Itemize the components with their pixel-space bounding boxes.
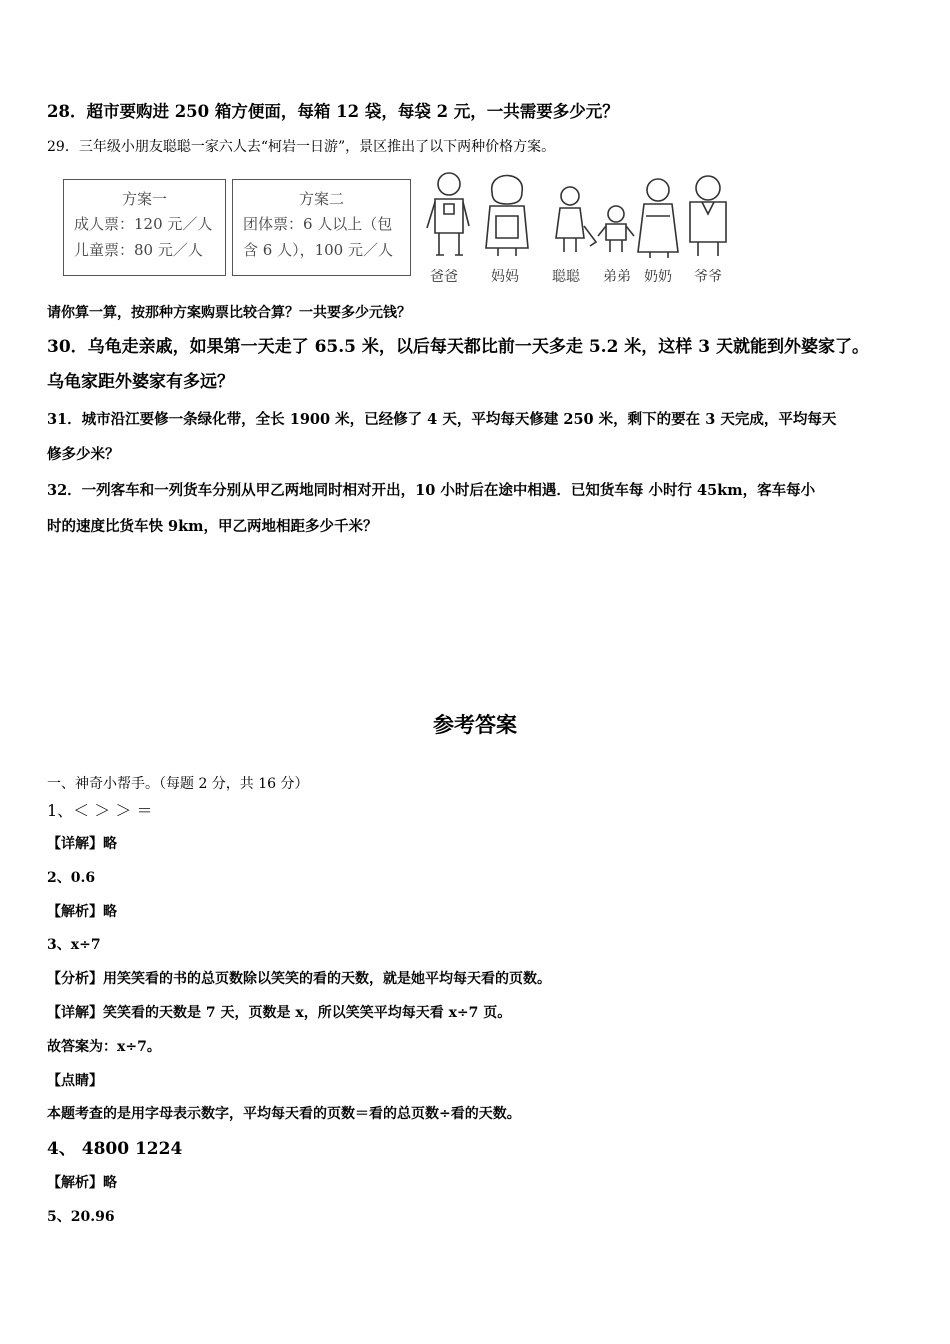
family-figures-image — [422, 166, 742, 266]
answers-section-heading: 一、神奇小帮手。（每题 2 分，共 16 分） — [47, 776, 309, 792]
plan-line: 含 6 人），100 元／人 — [243, 241, 393, 259]
question-30-cont: 乌龟家距外婆家有多远？ — [47, 372, 234, 392]
answer-3-tip-label: 【点睛】 — [47, 1073, 103, 1089]
family-label-brother: 弟弟 — [603, 269, 631, 285]
answer-3-tip: 本题考查的是用字母表示数字，平均每天看的页数＝看的总页数÷看的天数。 — [47, 1106, 521, 1122]
question-29-ask: 请你算一算，按那种方案购票比较合算？一共要多少元钱？ — [47, 305, 411, 321]
question-31: 31．城市沿江要修一条绿化带，全长 1900 米，已经修了 4 天，平均每天修建 250 米，剩下的要在 3 天完成，平均每天 — [47, 411, 837, 428]
plan-line: 儿童票：80 元／人 — [74, 241, 203, 259]
mom-figure — [486, 176, 528, 257]
family-illustration — [422, 166, 742, 286]
answer-4-note: 【解析】略 — [47, 1175, 117, 1191]
congcong-figure — [556, 187, 596, 252]
answer-3-analysis: 【分析】用笑笑看的书的总页数除以笑笑的看的天数，就是她平均每天看的页数。 — [47, 971, 551, 987]
family-label-congcong: 聪聪 — [552, 269, 580, 285]
family-label-grandpa: 爷爷 — [694, 269, 722, 285]
answer-2-note: 【解析】略 — [47, 904, 117, 920]
family-label-grandma: 奶奶 — [644, 269, 672, 285]
question-31-cont: 修多少米？ — [47, 446, 120, 463]
answer-2: 2、0.6 — [47, 870, 96, 886]
answer-3-detail: 【详解】笑笑看的天数是 7 天，页数是 x，所以笑笑平均每天看 x÷7 页。 — [47, 1005, 512, 1021]
plan-title: 方案二 — [298, 190, 344, 208]
answer-1-note: 【详解】略 — [47, 836, 117, 852]
answer-4: 4、 4800 1224 — [47, 1139, 183, 1159]
question-32-cont: 时的速度比货车快 9km，甲乙两地相距多少千米？ — [47, 518, 378, 535]
plan-line: 成人票：120 元／人 — [74, 215, 213, 233]
brother-figure — [598, 206, 634, 252]
answer-5: 5、20.96 — [47, 1209, 115, 1225]
answer-1: 1、＜ ＞ ＞ ＝ — [47, 801, 153, 820]
family-label-dad: 爸爸 — [430, 269, 458, 285]
plan-title: 方案一 — [121, 190, 167, 208]
plan-box-one — [63, 179, 226, 276]
plan-line: 团体票：6 人以上（包 — [243, 215, 393, 233]
answer-3-conclusion: 故答案为：x÷7。 — [47, 1039, 161, 1055]
answer-3: 3、x÷7 — [47, 937, 101, 953]
answers-title: 参考答案 — [433, 713, 517, 737]
grandpa-figure — [690, 176, 726, 256]
question-32: 32．一列客车和一列货车分别从甲乙两地同时相对开出，10 小时后在途中相遇．已知货车每 小时行 45km，客车每小 — [47, 482, 816, 499]
question-30: 30．乌龟走亲戚，如果第一天走了 65.5 米，以后每天都比前一天多走 5.2 米，这样 3 天就能到外婆家了。 — [47, 337, 869, 357]
dad-figure — [427, 173, 469, 255]
grandma-figure — [638, 179, 678, 258]
question-28: 28．超市要购进 250 箱方便面，每箱 12 袋，每袋 2 元，一共需要多少元？ — [47, 102, 619, 121]
family-label-mom: 妈妈 — [491, 269, 519, 285]
plan-box-two — [232, 179, 411, 276]
question-29: 29．三年级小朋友聪聪一家六人去“柯岩一日游”，景区推出了以下两种价格方案。 — [47, 139, 556, 155]
